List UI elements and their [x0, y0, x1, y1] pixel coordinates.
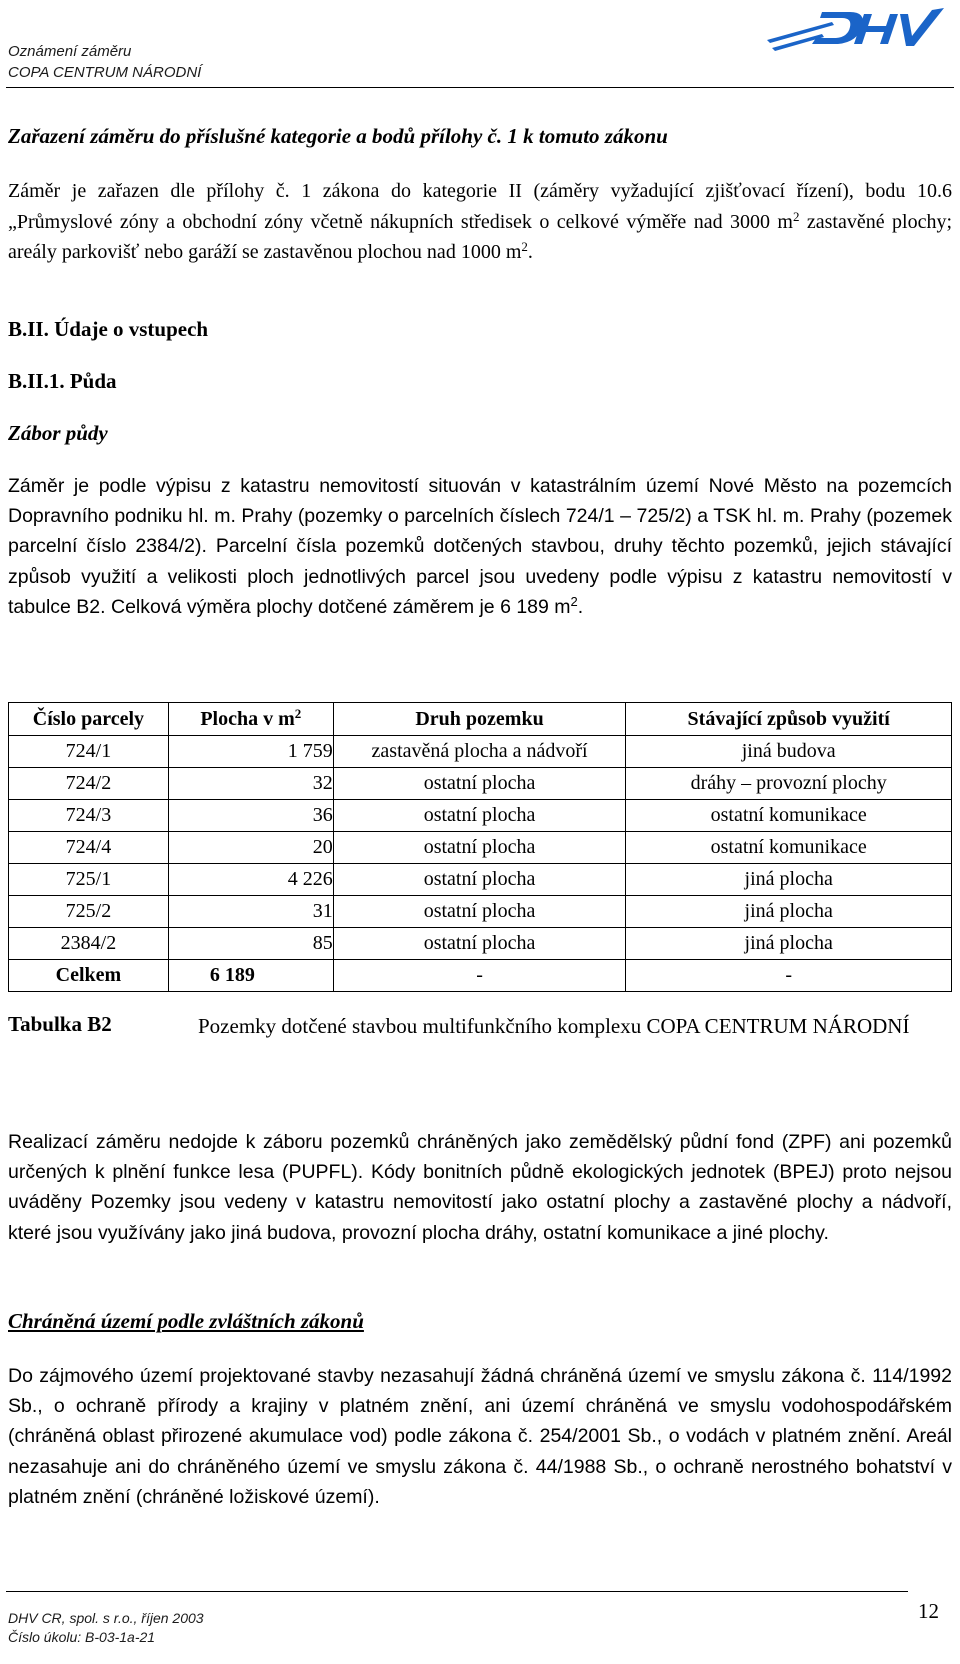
table-cell-area — [168, 800, 333, 832]
table-cell-parcel: 725/1 — [9, 864, 169, 896]
para1-part-b: zastavěné plochy; areály parkovišť nebo garáží se zastavěnou plochou nad 1000 m — [8, 210, 952, 263]
table-cell-use: jiná plocha — [626, 864, 952, 896]
table-cell-use: jiná plocha — [626, 928, 952, 960]
table-row — [9, 928, 952, 960]
footer-line-2: Číslo úkolu: B-03-1a-21 — [8, 1629, 156, 1645]
header-rule — [6, 87, 954, 88]
subheading-chranena-uzemi: Chráněná území podle zvláštních zákonů — [8, 1309, 364, 1333]
table-cell-parcel: 724/1 — [9, 736, 169, 768]
table-header-row — [9, 703, 952, 736]
table-cell-area-value: 85 — [312, 932, 333, 954]
table-cell-parcel: 2384/2 — [9, 928, 169, 960]
table-cell-area-value: 4 226 — [287, 868, 333, 890]
table-cell-type: ostatní plocha — [333, 864, 626, 896]
table-cell-type: ostatní plocha — [333, 928, 626, 960]
table-total-use: - — [626, 960, 952, 992]
header-line-2: COPA CENTRUM NÁRODNÍ — [8, 64, 202, 81]
table-cell-area-value: 1 759 — [287, 740, 333, 762]
dhv-logo — [762, 0, 950, 60]
table-cell-area — [168, 928, 333, 960]
footer-line-1: DHV CR, spol. s r.o., říjen 2003 — [8, 1610, 204, 1626]
table-cell-area-value: 31 — [312, 900, 333, 922]
para1-sup-2: 2 — [521, 239, 528, 254]
table-cell-type: ostatní plocha — [333, 800, 626, 832]
paragraph-land-take — [8, 471, 952, 622]
table-cell-use: dráhy – provozní plochy — [626, 768, 952, 800]
heading-b-ii: B.II. Údaje o vstupech — [8, 317, 209, 341]
table-cell-area — [168, 768, 333, 800]
footer-text — [8, 1609, 204, 1647]
paragraph-protected-areas: Do zájmového území projektované stavby nezasahují žádná chráněná území ve smyslu zákona č. 114/1992 Sb., o ochraně přírody a krajiny v platném znění, ani území chráněná ve smyslu vodohospodářském (chráněná oblast přirozené akumulace vod) podle zákona č. 254/2001 Sb., o vodách v platném znění. Areál nezasahuje ani do chráněného území ve smyslu zákona č. 44/1988 Sb., o ochraně nerostného bohatství v platném znění (chráněné ložiskové území). — [8, 1365, 952, 1508]
para1-sup-1: 2 — [792, 208, 800, 224]
heading-b-ii-1: B.II.1. Půda — [8, 369, 117, 393]
subheading-zabor-pudy: Zábor půdy — [8, 421, 108, 445]
parcels-table — [8, 702, 952, 992]
para2-sup: 2 — [570, 593, 578, 609]
paragraph-zpf: Realizací záměru nedojde k záboru pozemků chráněných jako zemědělský půdní fond (ZPF) ani pozemků určených k plnění funkce lesa (PUPFL). Kódy bonitních půdně ekologických jednotek (BPEJ) proto nejsou uváděny Pozemky jsou vedeny v katastru nemovitostí jako ostatní plochy a zastavěné plochy a nádvoří, které jsou využívány jako jiná budova, provozní plocha dráhy, ostatní komunikace a jiné plochy. — [8, 1131, 952, 1244]
table-cell-type: ostatní plocha — [333, 896, 626, 928]
para1-part-c: . — [527, 241, 533, 263]
table-caption-text: Pozemky dotčené stavbou multifunkčního komplexu COPA CENTRUM NÁRODNÍ — [198, 1014, 910, 1038]
table-header-cell: Stávající způsob využití — [626, 703, 952, 736]
section-title: Zařazení záměru do příslušné kategorie a bodů přílohy č. 1 k tomuto zákonu — [8, 124, 668, 148]
table-row — [9, 736, 952, 768]
table-cell-type: zastavěná plocha a nádvoří — [333, 736, 626, 768]
para1-part-a: Záměr je zařazen dle přílohy č. 1 zákona do kategorie II (záměry vyžadující zjišťovací řízení), bodu 10.6 „Průmyslové zóny a obchodní zóny včetně nákupních středisek o celkové výměře nad 3000 m — [8, 180, 952, 233]
table-cell-area-value: 32 — [312, 772, 333, 794]
table-total-type: - — [333, 960, 626, 992]
table-caption-label: Tabulka B2 — [8, 1012, 112, 1036]
table-header-cell — [168, 703, 333, 736]
table-total-area: 6 189 — [168, 960, 333, 992]
table-cell-parcel: 724/3 — [9, 800, 169, 832]
table-cell-type: ostatní plocha — [333, 768, 626, 800]
table-cell-area — [168, 896, 333, 928]
table-cell-area-value: 20 — [312, 836, 333, 858]
table-cell-use: ostatní komunikace — [626, 832, 952, 864]
footer-rule — [6, 1591, 908, 1592]
header-line-1: Oznámení záměru — [8, 43, 132, 60]
table-row — [9, 800, 952, 832]
table-header-cell: Číslo parcely — [9, 703, 169, 736]
table-cell-parcel: 725/2 — [9, 896, 169, 928]
table-cell-area — [168, 736, 333, 768]
table-cell-type: ostatní plocha — [333, 832, 626, 864]
table-total-label: Celkem — [9, 960, 169, 992]
table-total-row — [9, 960, 952, 992]
paragraph-classification — [8, 176, 952, 268]
table-cell-parcel: 724/2 — [9, 768, 169, 800]
para2-part-a: Záměr je podle výpisu z katastru nemovitostí situován v katastrálním území Nové Město na pozemcích Dopravního podniku hl. m. Prahy (pozemky o parcelních číslech 724/1 – 725/2) a TSK hl. m. Prahy (pozemek parcelní číslo 2384/2). Parcelní čísla pozemků dotčených stavbou, druhy těchto pozemků, jejich stávající způsob využití a velikosti ploch jednotlivých parcel jsou uvedeny podle výpisu z katastru nemovitostí v tabulce B2. Celková výměra plochy dotčené záměrem je 6 189 m — [8, 475, 952, 618]
page-number: 12 — [918, 1599, 939, 1623]
table-row — [9, 832, 952, 864]
table-cell-parcel: 724/4 — [9, 832, 169, 864]
table-row — [9, 896, 952, 928]
table-row — [9, 768, 952, 800]
para2-part-c: . — [577, 595, 584, 618]
table-cell-area-value: 36 — [312, 804, 333, 826]
table-header-area-sup: 2 — [294, 705, 302, 721]
table-cell-use: jiná plocha — [626, 896, 952, 928]
table-header-area-label: Plocha v m — [200, 707, 295, 730]
table-row — [9, 864, 952, 896]
table-cell-area — [168, 864, 333, 896]
table-cell-area — [168, 832, 333, 864]
table-cell-use: jiná budova — [626, 736, 952, 768]
table-header-cell: Druh pozemku — [333, 703, 626, 736]
header-text — [8, 41, 201, 83]
table-cell-use: ostatní komunikace — [626, 800, 952, 832]
